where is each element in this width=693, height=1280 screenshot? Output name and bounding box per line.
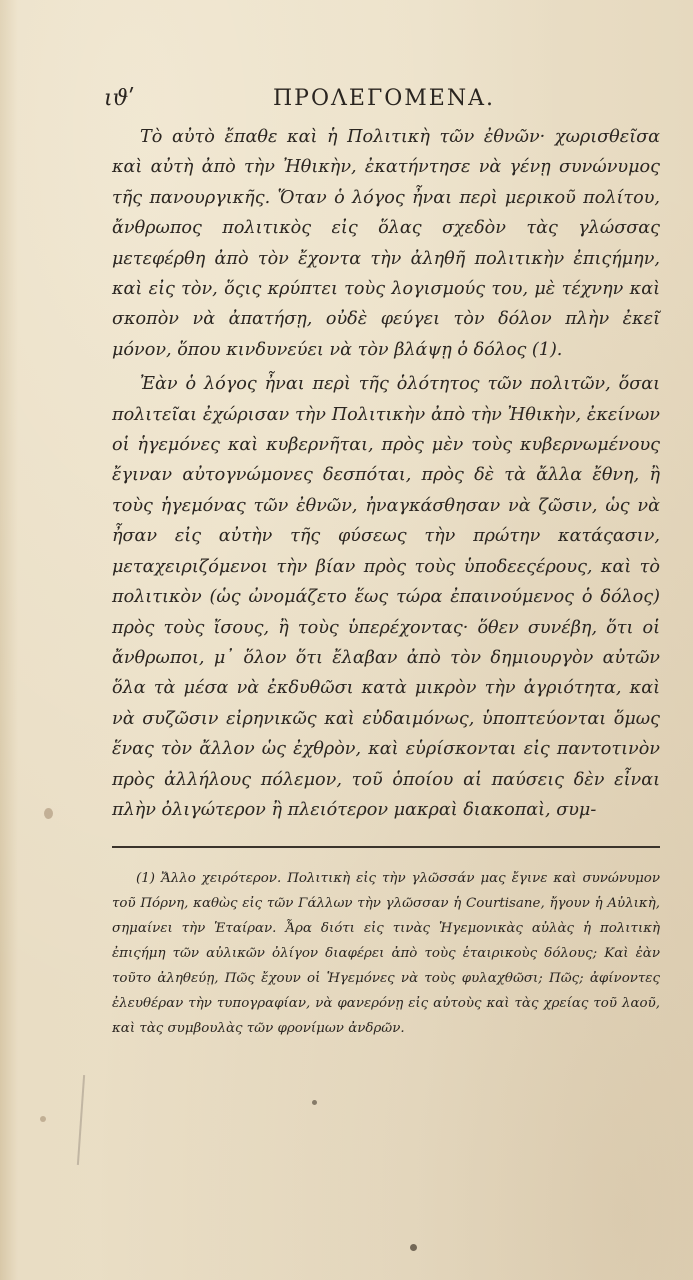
footnote-divider	[112, 846, 660, 848]
ink-spot	[312, 1100, 317, 1105]
ink-spot	[44, 808, 53, 819]
margin-pencil-mark	[77, 1075, 85, 1165]
paragraph-1: Τὸ αὐτὸ ἔπαθε καὶ ἡ Πολιτικὴ τῶν ἐθνῶν· χωρισθεῖσα καὶ αὐτὴ ἀπὸ τὴν Ἠθικὴν, ἐκατήντησε νὰ γένῃ συνώνυμος τῆς πανουργικῆς. Ὅταν ὁ λόγος ἦναι περὶ μερικοῦ πολίτου, ἄνθρωπος πολιτικὸς εἰς ὅλας σχεδὸν τὰς γλώσσας μετεφέρθη ἀπὸ τὸν ἔχοντα τὴν ἀληθῆ πολιτικὴν ἐπιςήμην, καὶ εἰς τὸν, ὅςις κρύπτει τοὺς λογισμούς του, μὲ τέχνην καὶ σκοπὸν νὰ ἀπατήσῃ, οὐδὲ φεύγει τὸν δόλον πλὴν ἐκεῖ μόνον, ὅπου κινδυνεύει νὰ τὸν βλάψῃ ὁ δόλος (1).	[112, 127, 660, 360]
page-number: ιϑʹ	[104, 86, 135, 111]
page-header	[104, 86, 664, 116]
ink-spot	[40, 1116, 46, 1122]
ink-spot	[410, 1244, 417, 1251]
running-title: ΠΡΟΛΕΓΟΜΕΝΑ.	[273, 86, 495, 111]
main-text	[112, 122, 660, 829]
paragraph-2: Ἐὰν ὁ λόγος ἦναι περὶ τῆς ὁλότητος τῶν πολιτῶν, ὅσαι πολιτεῖαι ἐχώρισαν τὴν Πολιτικὴν ἀπὸ τὴν Ἠθικὴν, ἐκείνων οἱ ἡγεμόνες καὶ κυβερνῆται, πρὸς μὲν τοὺς κυβερνωμένους ἔγιναν αὐτογνώμονες δεσπόται, πρὸς δὲ τὰ ἄλλα ἔθνη, ἢ τοὺς ἡγεμόνας τῶν ἐθνῶν, ἠναγκάσθησαν νὰ ζῶσιν, ὡς νὰ ἦσαν εἰς αὐτὴν τῆς φύσεως τὴν πρώτην κατάςασιν, μεταχειριζόμενοι τὴν βίαν πρὸς τοὺς ὑποδεεςέρους, καὶ τὸ πολιτικὸν (ὡς ὠνομάζετο ἕως τώρα ἐπαινούμενος ὁ δόλος) πρὸς τοὺς ἴσους, ἢ τοὺς ὑπερέχοντας· ὅθεν συνέβη, ὅτι οἱ ἄνθρωποι, μ᾽ ὅλον ὅτι ἔλαβαν ἀπὸ τὸν δημιουργὸν αὐτῶν ὅλα τὰ μέσα νὰ ἐκδυθῶσι κατὰ μικρὸν τὴν ἀγριότητα, καὶ νὰ συζῶσιν εἰρηνικῶς καὶ εὐδαιμόνως, ὑποπτεύονται ὅμως ἕνας τὸν ἄλλον ὡς ἐχθρὸν, καὶ εὑρίσκονται εἰς παντοτινὸν πρὸς ἀλλήλους πόλεμον, τοῦ ὁποίου αἱ παύσεις δὲν εἶναι πλὴν ὀλιγώτερον ἢ πλειότερον μακραὶ διακοπαὶ, συμ-	[112, 374, 660, 820]
footnote: (1) Ἄλλο χειρότερον. Πολιτικὴ εἰς τὴν γλῶσσάν μας ἔγινε καὶ συνώνυμον τοῦ Πόρνη, καθὼς εἰς τῶν Γάλλων τὴν γλῶσσαν ἡ Courtisane, ἤγουν ἡ Αὐλικὴ, σημαίνει τὴν Ἑταίραν. Ἆρα διότι εἰς τινὰς Ἡγεμονικὰς αὐλὰς ἡ πολιτικὴ ἐπιςήμη τῶν αὐλικῶν ὀλίγον διαφέρει ἀπὸ τοὺς ἑταιρικοὺς δόλους; Καὶ ἐὰν τοῦτο ἀληθεύῃ, Πῶς ἔχουν οἱ Ἡγεμόνες νὰ τοὺς φυλαχθῶσι; Πῶς; ἀφίνοντες ἐλευθέραν τὴν τυπογραφίαν, νὰ φανερόνῃ εἰς αὐτοὺς καὶ τὰς χρείας τοῦ λαοῦ, καὶ τὰς συμβουλὰς τῶν φρονίμων ἀνδρῶν.	[112, 871, 660, 1036]
